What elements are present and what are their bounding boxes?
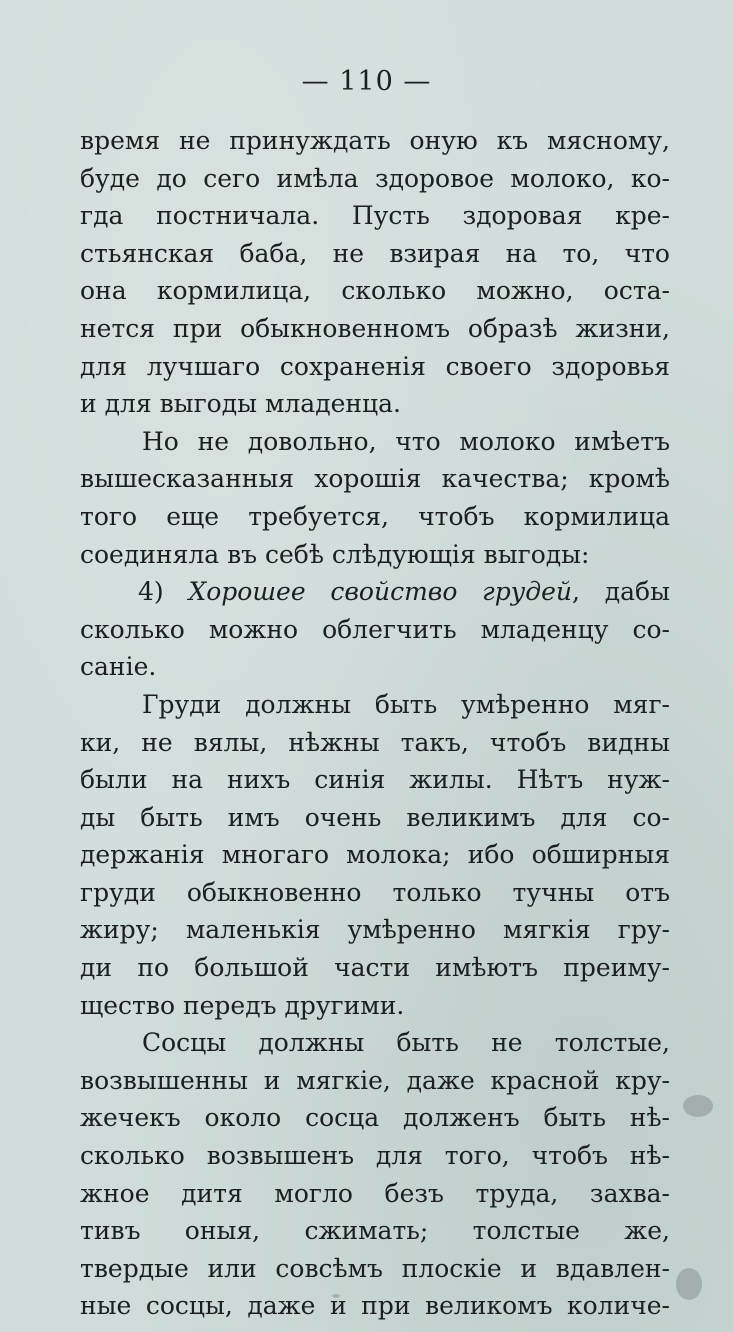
- page-number: — 110 —: [301, 66, 432, 97]
- text-line: ные сосцы, даже и при великомъ количе-: [80, 1291, 670, 1321]
- text-line: щество передъ другими.: [80, 990, 405, 1020]
- text-line: для лучшаго сохраненія своего здоровья: [80, 351, 670, 381]
- text-line: жечекъ около сосца долженъ быть нѣ-: [80, 1103, 670, 1133]
- text-line: ки, не вялы, нѣжны такъ, чтобъ видны: [80, 727, 670, 757]
- text-line: Груди должны быть умѣренно мяг-: [142, 689, 670, 719]
- paragraph-4: [80, 686, 670, 1024]
- text-line: соединяла въ себѣ слѣдующія выгоды:: [80, 539, 590, 569]
- paragraph-3: [80, 573, 670, 686]
- text-line: сколько можно облегчить младенцу со-: [80, 614, 670, 644]
- heading-tail: , дабы: [572, 577, 671, 607]
- paper-smudge: [332, 1294, 340, 1298]
- paragraph-1: [80, 122, 670, 423]
- text-line: буде до сего имѣла здоровое молоко, ко-: [80, 163, 670, 193]
- paper-smudge: [683, 1095, 713, 1117]
- text-line: саніе.: [80, 652, 157, 682]
- text-line: груди обыкновенно только тучны отъ: [80, 877, 670, 907]
- text-line: были на нихъ синія жилы. Нѣтъ нуж-: [80, 765, 670, 795]
- text-line: нется при обыкновенномъ образѣ жизни,: [80, 313, 670, 343]
- body-text: [80, 122, 670, 1325]
- text-line: сколько возвышенъ для того, чтобъ нѣ-: [80, 1141, 670, 1171]
- text-line: тивъ оныя, сжимать; толстые же,: [80, 1216, 670, 1246]
- text-line: жиру; маленькія умѣренно мягкія гру-: [80, 915, 670, 945]
- text-line: время не принуждать оную къ мясному,: [80, 126, 670, 155]
- heading-italic: Хорошее свойство грудей: [188, 577, 573, 607]
- text-line: Сосцы должны быть не толстые,: [142, 1028, 670, 1058]
- text-line: гда постничала. Пусть здоровая кре-: [80, 201, 670, 231]
- text-line: она кормилица, сколько можно, оста-: [80, 276, 670, 306]
- text-line: возвышенны и мягкіе, даже красной кру-: [80, 1065, 670, 1095]
- paper-smudge: [676, 1268, 702, 1300]
- text-line: того еще требуется, чтобъ кормилица: [80, 501, 670, 531]
- text-line: ды быть имъ очень великимъ для со-: [80, 802, 670, 832]
- paragraph-5: [80, 1024, 670, 1325]
- numbered-heading-line: [80, 573, 670, 611]
- text-line: стьянская баба, не взирая на то, что: [80, 238, 670, 268]
- text-line: вышесказанныя хорошія качества; кромѣ: [80, 464, 670, 494]
- text-line: Но не довольно, что молоко имѣетъ: [142, 426, 670, 456]
- paragraph-2: [80, 423, 670, 573]
- text-line: и для выгоды младенца.: [80, 389, 401, 419]
- text-line: ди по большой части имѣютъ преиму-: [80, 953, 670, 983]
- text-line: твердые или совсѣмъ плоскіе и вдавлен-: [80, 1253, 670, 1283]
- heading-number: 4): [138, 577, 164, 607]
- text-line: держанія многаго молока; ибо обширныя: [80, 840, 670, 870]
- text-line: жное дитя могло безъ труда, захва-: [80, 1178, 670, 1208]
